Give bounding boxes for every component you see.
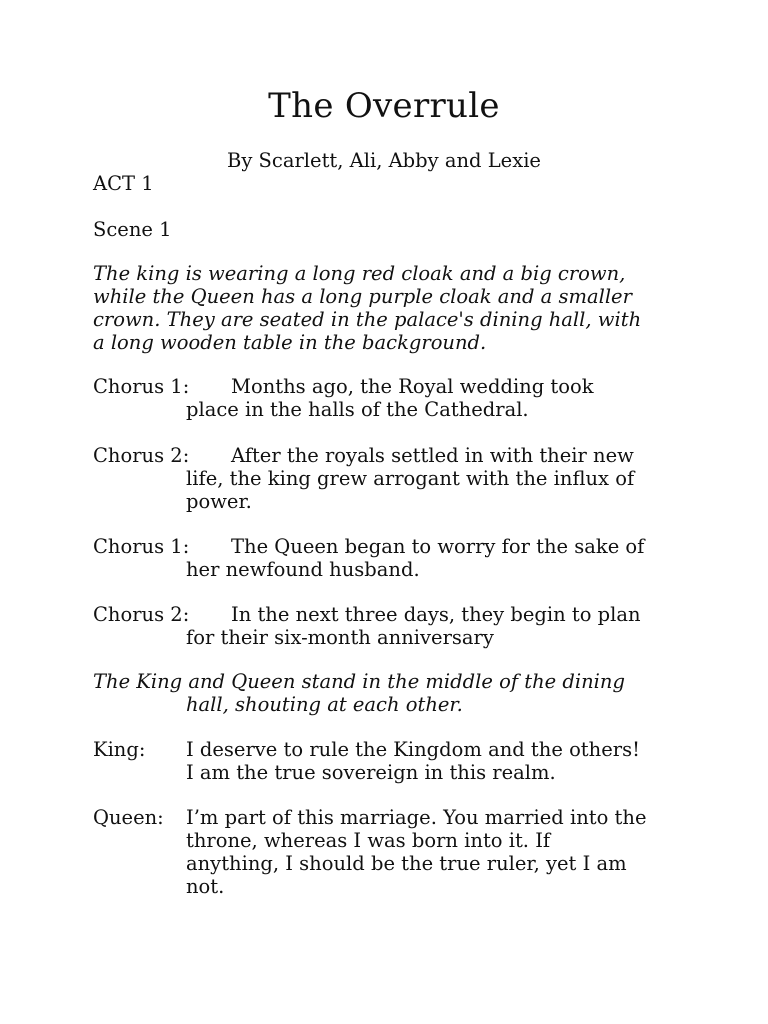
dialogue-chorus-1-b: [93, 535, 683, 581]
dialogue-continuation: life, the king grew arrogant with the influx of: [186, 467, 635, 490]
dialogue-continuation: not.: [186, 875, 225, 898]
dialogue-text: I deserve to rule the Kingdom and the others!: [186, 738, 640, 761]
act-heading: ACT 1: [93, 172, 154, 195]
speaker-label: Chorus 1:: [93, 535, 190, 558]
speaker-label: Chorus 1:: [93, 375, 190, 398]
dialogue-first-line: [93, 738, 683, 761]
stage-direction-line: while the Queen has a long purple cloak and a smaller: [93, 285, 632, 308]
dialogue-continuation: place in the halls of the Cathedral.: [186, 398, 529, 421]
dialogue-text: I’m part of this marriage. You married into the: [186, 806, 647, 829]
stage-direction-line: The king is wearing a long red cloak and a big crown,: [93, 262, 626, 285]
dialogue-first-line: [93, 535, 683, 558]
speaker-label: King:: [93, 738, 146, 761]
dialogue-continuation: throne, whereas I was born into it. If: [186, 829, 551, 852]
speaker-label: Chorus 2:: [93, 603, 190, 626]
dialogue-chorus-2-b: [93, 603, 683, 649]
dialogue-text: In the next three days, they begin to plan: [231, 603, 641, 626]
speaker-label: Queen:: [93, 806, 164, 829]
dialogue-chorus-1-a: [93, 375, 683, 421]
dialogue-text: After the royals settled in with their new: [231, 444, 634, 467]
dialogue-continuation: for their six-month anniversary: [186, 626, 494, 649]
stage-direction-line: hall, shouting at each other.: [186, 693, 463, 716]
stage-direction-opening: [93, 262, 683, 354]
dialogue-text: Months ago, the Royal wedding took: [231, 375, 594, 398]
dialogue-queen: [93, 806, 683, 898]
dialogue-continuation: her newfound husband.: [186, 558, 420, 581]
stage-direction-line: a long wooden table in the background.: [93, 331, 487, 354]
dialogue-continuation: I am the true sovereign in this realm.: [186, 761, 556, 784]
dialogue-continuation: anything, I should be the true ruler, yet I am: [186, 852, 627, 875]
speaker-label: Chorus 2:: [93, 444, 190, 467]
dialogue-continuation: power.: [186, 490, 252, 513]
dialogue-first-line: [93, 375, 683, 398]
dialogue-first-line: [93, 603, 683, 626]
dialogue-first-line: [93, 444, 683, 467]
stage-direction-line: The King and Queen stand in the middle of the dining: [93, 670, 625, 693]
dialogue-king: [93, 738, 683, 784]
dialogue-chorus-2-a: [93, 444, 683, 513]
scene-heading: Scene 1: [93, 218, 172, 241]
dialogue-text: The Queen began to worry for the sake of: [231, 535, 645, 558]
stage-direction-line: crown. They are seated in the palace's dining hall, with: [93, 308, 642, 331]
dialogue-first-line: [93, 806, 683, 829]
authors-line: By Scarlett, Ali, Abby and Lexie: [227, 149, 541, 172]
stage-direction-argument: [93, 670, 683, 716]
page-title: The Overrule: [268, 86, 500, 126]
